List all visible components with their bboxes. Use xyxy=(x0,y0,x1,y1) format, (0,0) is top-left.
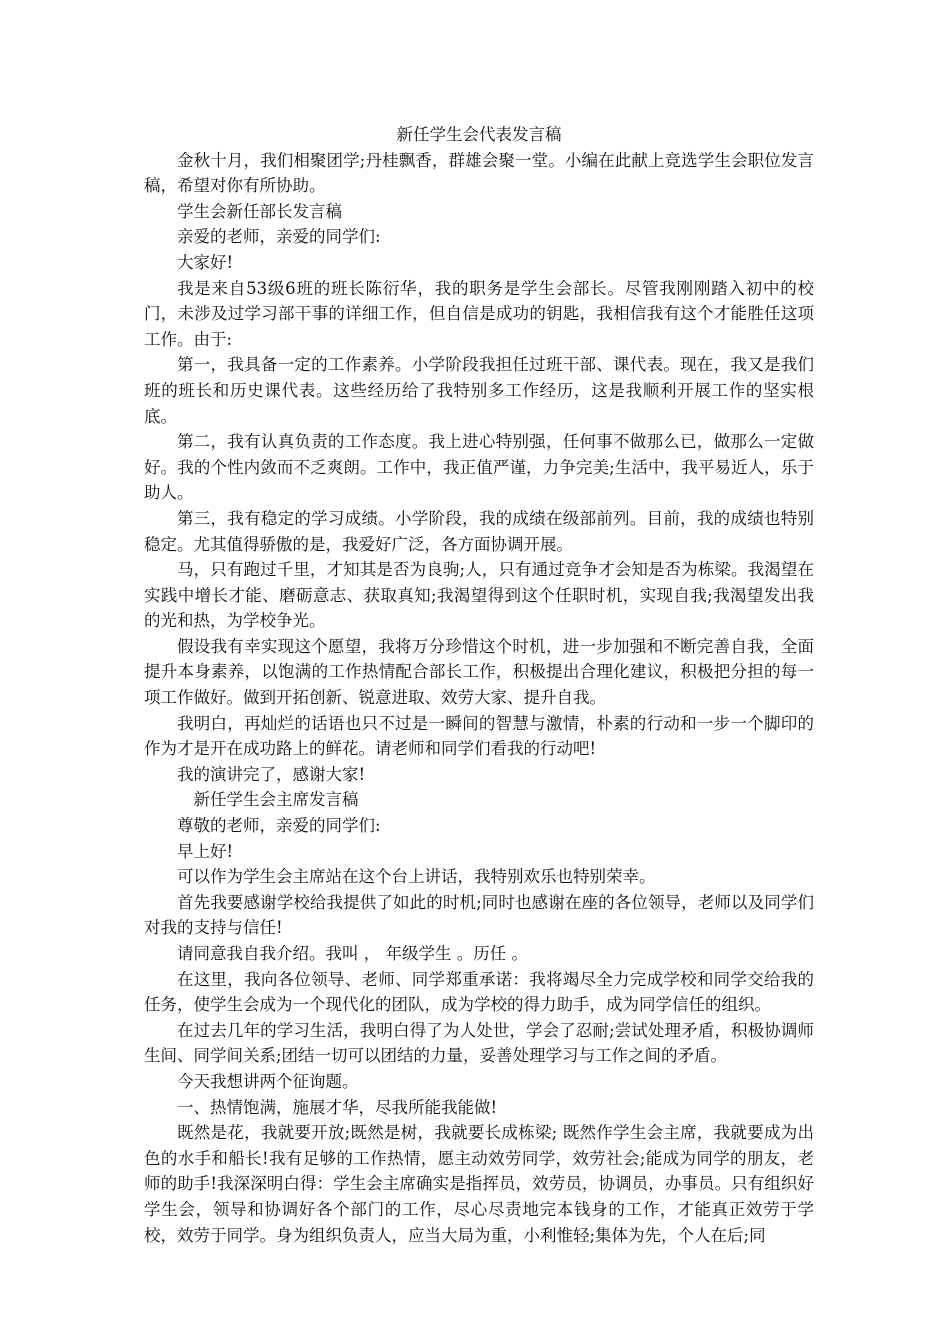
paragraph-honored: 可以作为学生会主席站在这个台上讲话，我特别欢乐也特别荣幸。 xyxy=(177,867,656,887)
paragraph-intro: 金秋十月，我们相聚团学;丹桂飘香，群雄会聚一堂。小编在此献上竞选学生会职位发言稿，希望对你有所协助。 xyxy=(144,150,814,196)
paragraph-two-topics: 今天我想讲两个征询题。 xyxy=(177,1071,359,1091)
paragraph-flower: 既然是花，我就要开放;既然是树，我就要长成栋梁; 既然作学生会主席，我就要成为出色的水手和船长!我有足够的工作热情，愿主动效劳同学，效劳社会;能成为同学的朋友，老师的助手!我深深明白得：学生会主席确实是指挥员，效劳员，协调员，办事员。只有组织好学生会，领导和协调好各个部门的工作，尽心尽责地完本钱身的工作，才能真正效劳于学校，效劳于同学。身为组织负责人，应当大局为重，小利惟轻;集体为先，个人在后;同 xyxy=(144,1123,814,1245)
section-heading-minister: 学生会新任部长发言稿 xyxy=(177,201,342,221)
paragraph-hello: 大家好! xyxy=(177,252,234,272)
section-heading-chairman: 新任学生会主席发言稿 xyxy=(193,790,359,810)
paragraph-introduce: 请同意我自我介绍。我叫 ， 年级学生 。历任 。 xyxy=(177,944,528,963)
paragraph-greeting: 亲爱的老师，亲爱的同学们: xyxy=(177,227,381,247)
paragraph-third: 第三，我有稳定的学习成绩。小学阶段，我的成绩在级部前列。目前，我的成绩也特别稳定。尤其值得骄傲的是，我爱好广泛，各方面协调开展。 xyxy=(144,508,814,554)
paragraph-topic-one: 一、热情饱满，施展才华，尽我所能我能做! xyxy=(177,1097,498,1117)
document-title: 新任学生会代表发言稿 xyxy=(396,125,562,144)
paragraph-self-intro: 我是来自53级6班的班长陈衍华，我的职务是学生会部长。尽管我刚刚踏入初中的校门，未涉及过学习部干事的详细工作，但自信是成功的钥匙，我相信我有这个才能胜任这项工作。由于: xyxy=(144,278,814,349)
paragraph-promise: 在这里，我向各位领导、老师、同学郑重承诺：我将竭尽全力完成学校和同学交给我的任务，使学生会成为一个现代化的团队，成为学校的得力助手，成为同学信任的组织。 xyxy=(144,969,814,1015)
paragraph-understand: 我明白，再灿烂的话语也只不过是一瞬间的智慧与激情，朴素的行动和一步一个脚印的作为才是开在成功路上的鲜花。请老师和同学们看我的行动吧! xyxy=(144,713,814,759)
paragraph-morning: 早上好! xyxy=(177,841,234,861)
paragraph-horse: 马，只有跑过千里，才知其是否为良驹;人，只有通过竞争才会知是否为栋梁。我渴望在实践中增长才能、磨砺意志、获取真知;我渴望得到这个任职时机，实现自我;我渴望发出我的光和热，为学校争光。 xyxy=(144,560,814,631)
paragraph-first: 第一，我具备一定的工作素养。小学阶段我担任过班干部、课代表。现在，我又是我们班的班长和历史课代表。这些经历给了我特别多工作经历，这是我顺利开展工作的坚实根底。 xyxy=(144,355,814,426)
paragraph-second: 第二，我有认真负责的工作态度。我上进心特别强，任何事不做那么已，做那么一定做好。我的个性内敛而不乏爽朗。工作中，我正值严谨，力争完美;生活中，我平易近人，乐于助人。 xyxy=(144,432,814,503)
paragraph-greeting-2: 尊敬的老师，亲爱的同学们: xyxy=(177,816,381,836)
paragraph-thanks: 我的演讲完了，感谢大家! xyxy=(177,764,366,784)
paragraph-wish: 假设我有幸实现这个愿望，我将万分珍惜这个时机，进一步加强和不断完善自我，全面提升本身素养，以饱满的工作热情配合部长工作，积极提出合理化建议，积极把分担的每一项工作做好。做到开拓创新、锐意进取、效劳大家、提升自我。 xyxy=(144,636,814,708)
paragraph-past-years: 在过去几年的学习生活，我明白得了为人处世，学会了忍耐;尝试处理矛盾，积极协调师生间、同学间关系;团结一切可以团结的力量，妥善处理学习与工作之间的矛盾。 xyxy=(144,1020,814,1066)
paragraph-gratitude: 首先我要感谢学校给我提供了如此的时机;同时也感谢在座的各位领导，老师以及同学们对我的支持与信任! xyxy=(144,892,814,938)
